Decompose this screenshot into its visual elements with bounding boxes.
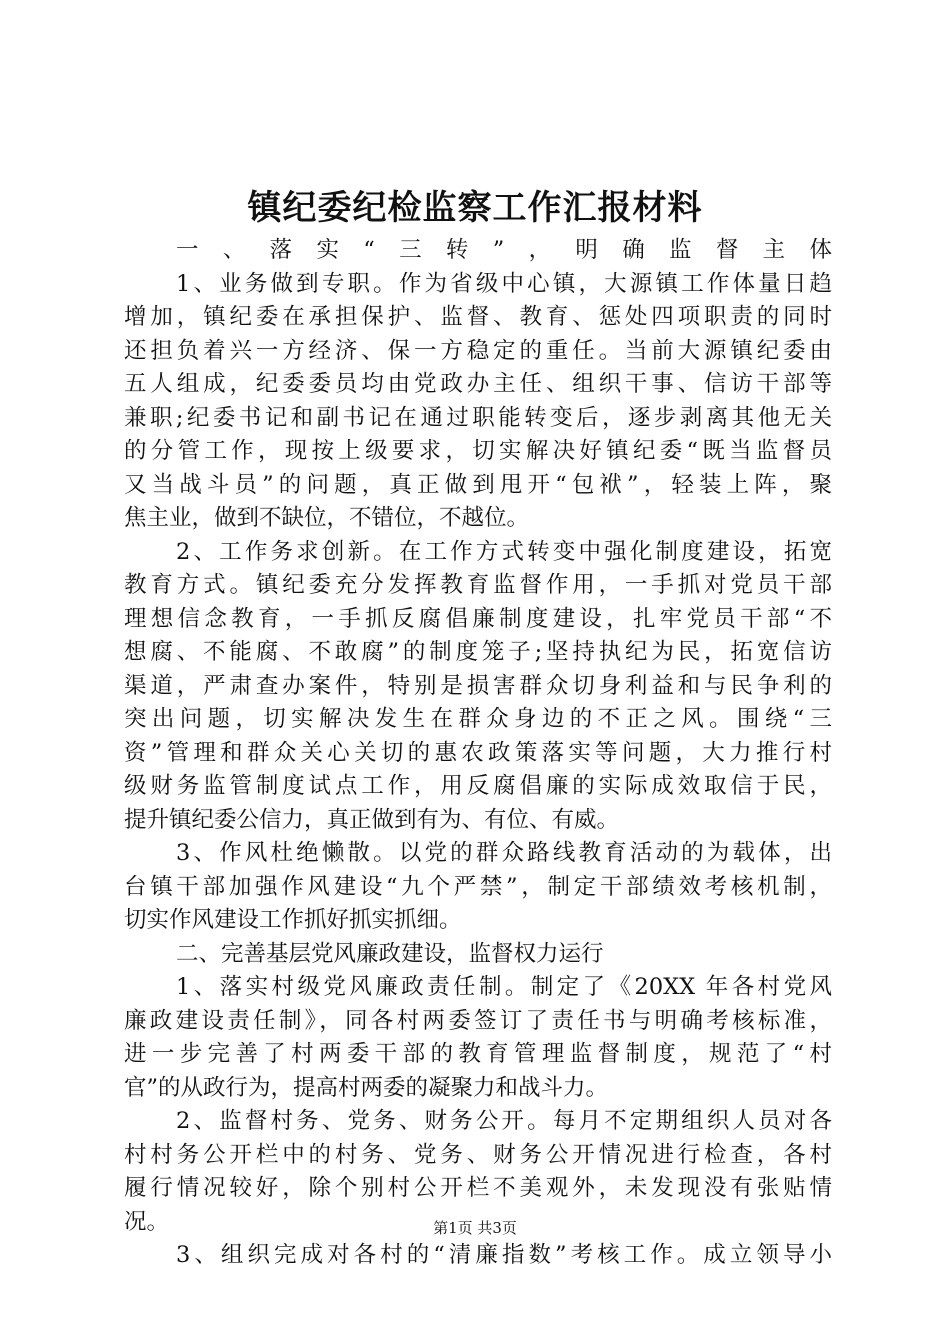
paragraph-line: 增加，镇纪委在承担保护、监督、教育、惩处四项职责的同时 [124, 304, 832, 330]
paragraph-line: 想腐、不能腐、不敢腐”的制度笼子;坚持执纪为民，拓宽信访 [124, 639, 832, 665]
paragraph-line: 教育方式。镇纪委充分发挥教育监督作用，一手抓对党员干部 [124, 572, 832, 598]
paragraph-line: 官”的从政行为，提高村两委的凝聚力和战斗力。 [124, 1074, 609, 1101]
section-heading: 二、完善基层党风廉政建设，监督权力运行 [176, 940, 604, 967]
paragraph-line: 2、监督村务、党务、财务公开。每月不定期组织人员对各 [176, 1108, 832, 1134]
paragraph-line: 级财务监管制度试点工作，用反腐倡廉的实际成效取信于民， [124, 773, 832, 799]
paragraph-line: 台镇干部加强作风建设“九个严禁”，制定干部绩效考核机制， [124, 873, 832, 900]
paragraph-line: 又当战斗员”的问题，真正做到甩开“包袱”，轻装上阵，聚 [124, 471, 832, 498]
paragraph-line: 提升镇纪委公信力，真正做到有为、有位、有威。 [124, 806, 620, 833]
paragraph-line: 村村务公开栏中的村务、党务、财务公开情况进行检查，各村 [124, 1141, 832, 1168]
paragraph-line: 渠道，严肃查办案件，特别是损害群众切身利益和与民争利的 [124, 672, 832, 699]
paragraph-line: 五人组成，纪委委员均由党政办主任、组织干事、信访干部等 [124, 371, 832, 397]
paragraph-line: 廉政建设责任制》，同各村两委签订了责任书与明确考核标准， [124, 1007, 832, 1034]
paragraph-line: 3、作风杜绝懒散。以党的群众路线教育活动的为载体，出 [176, 840, 832, 866]
paragraph-line: 焦主业，做到不缺位，不错位，不越位。 [124, 505, 530, 531]
paragraph-line: 资”管理和群众关心关切的惠农政策落实等问题，大力推行村 [124, 739, 832, 766]
document-body [124, 234, 832, 1273]
paragraph-line: 还担负着兴一方经济、保一方稳定的重任。当前大源镇纪委由 [124, 337, 832, 364]
paragraph-line: 的分管工作，现按上级要求，切实解决好镇纪委“既当监督员 [124, 438, 832, 464]
paragraph-line: 切实作风建设工作抓好抓实抓细。 [124, 907, 462, 933]
paragraph-line: 1、业务做到专职。作为省级中心镇，大源镇工作体量日趋 [176, 270, 832, 297]
document-title: 镇纪委纪检监察工作汇报材料 [247, 188, 703, 228]
paragraph-line: 进一步完善了村两委干部的教育管理监督制度，规范了“村 [124, 1041, 832, 1067]
paragraph-line: 兼职;纪委书记和副书记在通过职能转变后，逐步剥离其他无关 [124, 404, 832, 431]
paragraph-line: 理想信念教育，一手抓反腐倡廉制度建设，扎牢党员干部“不 [124, 605, 832, 632]
paragraph-line: 1、落实村级党风廉政责任制。制定了《20XX 年各村党风 [176, 974, 832, 1000]
paragraph-line: 2、工作务求创新。在工作方式转变中强化制度建设，拓宽 [176, 538, 832, 565]
paragraph-line: 突出问题，切实解决发生在群众身边的不正之风。围绕“三 [124, 706, 832, 732]
page-number-footer: 第1页 共3页 [433, 1219, 517, 1237]
paragraph-line: 履行情况较好，除个别村公开栏不美观外，未发现没有张贴情 [124, 1175, 832, 1201]
paragraph-line: 况。 [124, 1208, 170, 1235]
section-heading: 一、落实“三转”，明确监督主体 [176, 237, 832, 263]
paragraph-line: 3、组织完成对各村的“清廉指数”考核工作。成立领导小 [176, 1242, 832, 1268]
